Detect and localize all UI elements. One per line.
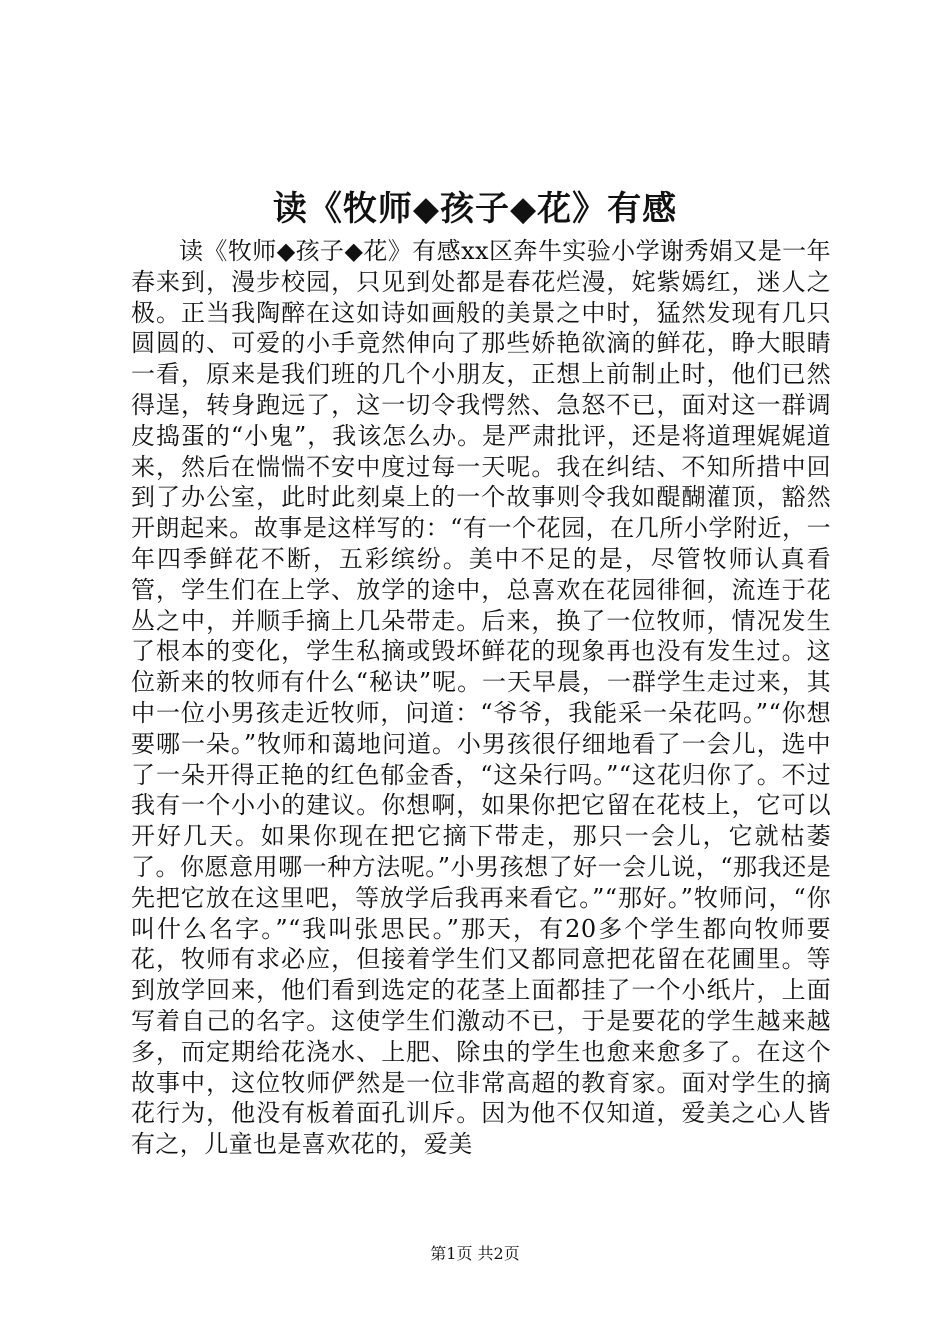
page-footer: 第1页 共2页 — [430, 1244, 520, 1263]
body-paragraph: 读《牧师◆孩子◆花》有感xx区奔牛实验小学谢秀娟又是一年春来到，漫步校园，只见到处都是春花烂漫，姹紫嫣红，迷人之极。正当我陶醉在这如诗如画般的美景之中时，猛然发现有几只圆圆的、可爱的小手竟然伸向了那些娇艳欲滴的鲜花，睁大眼睛一看，原来是我们班的几个小朋友，正想上前制止时，他们已然得逞，转身跑远了，这一切令我愕然、急怒不已，面对这一群调皮捣蛋的“小鬼”，我该怎么办。是严肃批评，还是将道理娓娓道来，然后在惴惴不安中度过每一天呢。我在纠结、不知所措中回到了办公室，此时此刻桌上的一个故事则令我如醍醐灌顶，豁然开朗起来。故事是这样写的：“有一个花园，在几所小学附近，一年四季鲜花不断，五彩缤纷。美中不足的是，尽管牧师认真看管，学生们在上学、放学的途中，总喜欢在花园徘徊，流连于花丛之中，并顺手摘上几朵带走。后来，换了一位牧师，情况发生了根本的变化，学生私摘或毁坏鲜花的现象再也没有发生过。这位新来的牧师有什么“秘诀”呢。一天早晨，一群学生走过来，其中一位小男孩走近牧师，问道：“爷爷，我能采一朵花吗。”“你想要哪一朵。”牧师和蔼地问道。小男孩很仔细地看了一会儿，选中了一朵开得正艳的红色郁金香，“这朵行吗。”“这花归你了。不过我有一个小小的建议。你想啊，如果你把它留在花枝上，它可以开好几天。如果你现在把它摘下带走，那只一会儿，它就枯萎了。你愿意用哪一种方法呢。”小男孩想了好一会儿说，“那我还是先把它放在这里吧，等放学后我再来看它。”“那好。”牧师问，“你叫什么名字。”“我叫张思民。”那天，有20多个学生都向牧师要花，牧师有求必应，但接着学生们又都同意把花留在花圃里。等到放学回来，他们看到选定的花茎上面都挂了一个小纸片，上面写着自己的名字。这使学生们激动不已，于是要花的学生越来越多，而定期给花浇水、上肥、除虫的学生也愈来愈多了。在这个故事中，这位牧师俨然是一位非常高超的教育家。面对学生的摘花行为，他没有板着面孔训斥。因为他不仅知道，爱美之心人皆有之，儿童也是喜欢花的，爱美 — [131, 237, 831, 1159]
page-title: 读《牧师◆孩子◆花》有感 — [272, 189, 678, 229]
